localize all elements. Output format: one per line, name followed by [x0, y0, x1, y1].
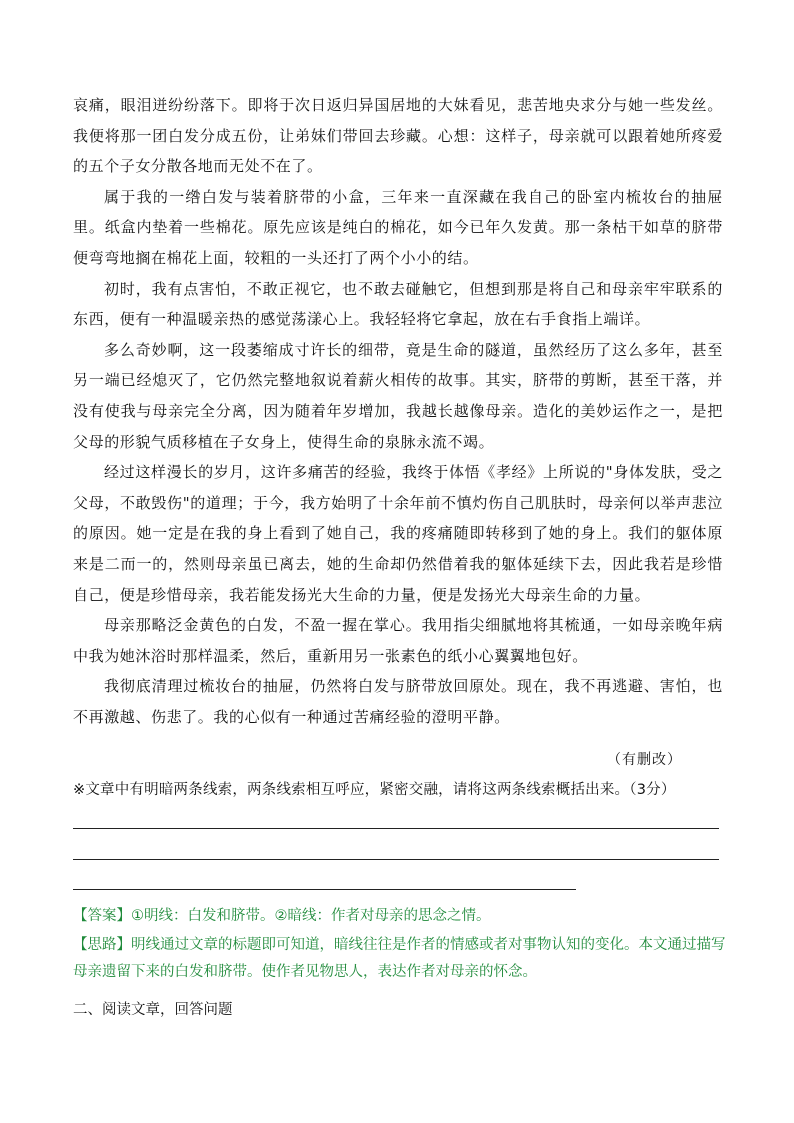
answer-line-3: [73, 889, 576, 890]
reading-passage: [73, 90, 723, 732]
section-heading: 二、阅读文章，回答问题: [73, 1002, 233, 1018]
passage-paragraph-3: 初时，我有点害怕，不敢正视它，也不敢去碰触它，但想到那是将自己和母亲牢牢联系的东西，便有一种温暖亲热的感觉荡漾心上。我轻轻将它拿起，放在右手食指上端详。: [73, 279, 723, 329]
passage-paragraph-1: 哀痛，眼泪迸纷纷落下。即将于次日返归异国居地的大妹看见，悲苦地央求分与她一些发丝。我便将那一团白发分成五份，让弟妹们带回去珍藏。心想：这样子，母亲就可以跟着她所疼爱的五个子女分散各地而无处不在了。: [73, 96, 723, 176]
answer-line-2: [73, 859, 719, 860]
thinking-label: 【思路】: [73, 937, 131, 953]
source-note: （有删改）: [607, 752, 682, 768]
thinking-text: 明线通过文章的标题即可知道，暗线往往是作者的情感或者对事物认知的变化。本文通过描写母亲遗留下来的白发和脐带。使作者见物思人，表达作者对母亲的怀念。: [73, 937, 726, 980]
answer-label: 【答案】: [73, 908, 131, 924]
answer-text: ①明线：白发和脐带。②暗线：作者对母亲的思念之情。: [131, 908, 491, 924]
passage-paragraph-4: 多么奇妙啊，这一段萎缩成寸许长的细带，竟是生命的隧道，虽然经历了这么多年，甚至另一端已经熄灭了，它仍然完整地叙说着薪火相传的故事。其实，脐带的剪断，甚至干落，并没有使我与母亲完全分离，因为随着年岁增加，我越长越像母亲。造化的美妙运作之一，是把父母的形貌气质移植在子女身上，使得生命的泉脉永流不竭。: [73, 340, 723, 451]
question-prompt: ※文章中有明暗两条线索，两条线索相互呼应，紧密交融，请将这两条线索概括出来。（3分）: [73, 782, 676, 798]
answer-block: [73, 903, 733, 986]
thinking-line: [73, 932, 733, 986]
passage-paragraph-5: 经过这样漫长的岁月，这许多痛苦的经验，我终于体悟《孝经》上所说的"身体发肤，受之父母，不敢毁伤"的道理；于今，我方始明了十余年前不慎灼伤自己肌肤时，母亲何以举声悲泣的原因。她一定是在我的身上看到了她自己，我的疼痛随即转移到了她的身上。我们的躯体原来是二而一的，然则母亲虽已离去，她的生命却仍然借着我的躯体延续下去，因此我若是珍惜自己，便是珍惜母亲，我若能发扬光大生命的力量，便是发扬光大母亲生命的力量。: [73, 463, 723, 604]
passage-paragraph-2: 属于我的一绺白发与装着脐带的小盒，三年来一直深藏在我自己的卧室内梳妆台的抽屉里。纸盒内垫着一些棉花。原先应该是纯白的棉花，如今已年久发黄。那一条枯干如草的脐带便弯弯地搁在棉花上面，较粗的一头还打了两个小小的结。: [73, 187, 723, 267]
answer-line: [73, 903, 733, 930]
passage-paragraph-7: 我彻底清理过梳妆台的抽屉，仍然将白发与脐带放回原处。现在，我不再逃避、害怕，也不再激越、伤悲了。我的心似有一种通过苦痛经验的澄明平静。: [73, 677, 723, 726]
answer-line-1: [73, 828, 719, 829]
passage-paragraph-6: 母亲那略泛金黄色的白发，不盈一握在掌心。我用指尖细腻地将其梳通，一如母亲晚年病中我为她沐浴时那样温柔，然后，重新用另一张素色的纸小心翼翼地包好。: [73, 616, 723, 665]
